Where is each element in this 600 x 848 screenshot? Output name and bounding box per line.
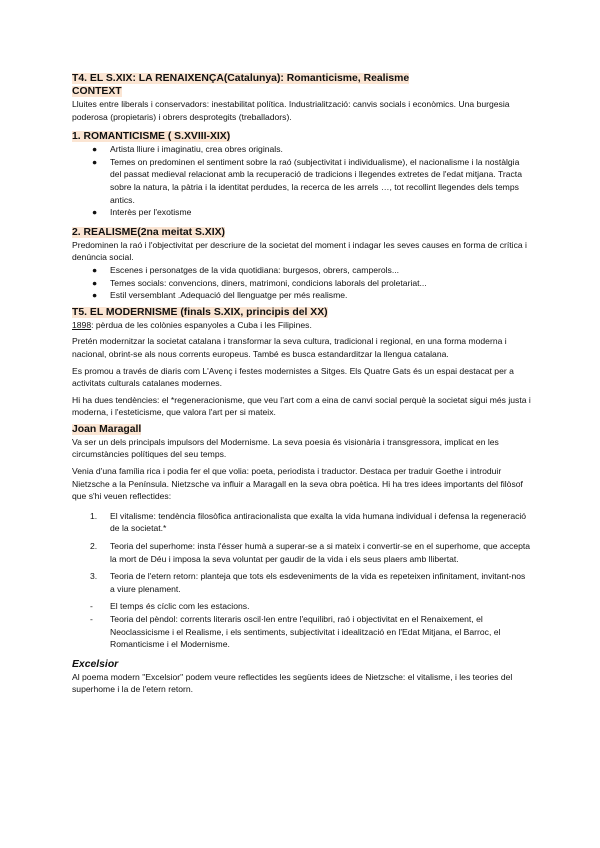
dash-icon: - [90, 601, 93, 612]
context-text: Lluites entre liberals i conservadors: inestabilitat política. Industrialització: canvis socials i econòmics. Una burgesia poderosa (propietaris) i obrers desprotegits (treballadors). [72, 99, 510, 122]
year-1898: 1898 [72, 319, 92, 330]
realisme-intro: Predominen la raó i l'objectivitat per descriure de la societat del moment i indagar les seves causes en forma de crítica i denúncia social. [72, 239, 527, 263]
bullet-icon: ● [92, 207, 98, 218]
list-item: 3. Teoria de l'etern retorn: planteja que tots els esdeveniments de la vida es repeteixen infinitament, invitant-nos a viure plenament. [90, 571, 526, 594]
bullet-icon: ● [92, 290, 98, 301]
excelsior-text: Al poema modern "Excelsior" podem veure reflectides les següents idees de Nietzsche: el vitalisme, i les teories del superhome i la de l'etern retorn. [72, 671, 513, 695]
list-item: - Teoria del pèndol: corrents literaris oscil·len entre l'equilibri, raó i objectivitat en el Renaixement, el Neoclassicisme i el Realisme, i els sentiments, subjectivitat i idealització en l'Edat Mitjana, el Barroc, el Romanticisme i el Modernisme. [90, 614, 501, 650]
romanticisme-heading: 1. ROMANTICISME ( S.XVIII-XIX) [72, 131, 231, 143]
maragall-dash-list [72, 600, 532, 650]
dash-icon: - [90, 614, 93, 624]
maragall-paragraph: Va ser un dels principals impulsors del Modernisme. La seva poesia és visionària i transgressora, implicat en les circumstàncies polítiques del seu temps. [72, 436, 499, 460]
romanticisme-list [72, 143, 532, 219]
maragall-heading: Joan Maragall [72, 423, 142, 435]
list-item: - El temps és cíclic com les estacions. [90, 601, 250, 612]
realisme-heading: 2. REALISME(2na meitat S.XIX) [72, 226, 226, 238]
bullet-icon: ● [92, 264, 98, 275]
list-item: ● Temes on predominen el sentiment sobre la raó (subjectivitat i individualisme), el nacionalisme i la nostàlgia del passat medieval relacionat amb la recuperació de tradicions i llegendes extretes de l'edat mitjana. Tracta sobre la natura, la pàtria i la identitat perdudes, la recerca de les arrels …, tot recollint llegendes dels temps antics. [92, 156, 522, 205]
bullet-icon: ● [92, 277, 98, 288]
modernisme-year-line: 1898: pèrdua de les colònies espanyoles a Cuba i les Filipines. [72, 319, 312, 330]
excelsior-heading: Excelsior [72, 658, 119, 670]
list-item: ● Estil versemblant .Adequació del llenguatge per més realisme. [92, 290, 348, 301]
bullet-icon: ● [92, 144, 98, 155]
list-item: ● Escenes i personatges de la vida quotidiana: burgesos, obrers, camperols... [92, 264, 400, 275]
list-item: ● Interès per l'exotisme [92, 207, 192, 218]
document-page [72, 72, 532, 696]
nietzsche-ideas-list [72, 510, 532, 596]
list-item: 1. El vitalisme: tendència filosòfica antiracionalista que exalta la vida humana individual i defensa la regeneració de la societat.* [90, 510, 527, 534]
document-title: T4. EL S.XIX: LA RENAIXENÇA(Catalunya): Romanticisme, Realisme [72, 73, 410, 84]
maragall-paragraph: Venia d'una família rica i podia fer el que volia: poeta, periodista i traductor. Destaca per traduir Goethe i introduir Nietzsche a la Península. Nietzsche va influir a Maragall en la seva obra poètica. Hi ha tres idees importants del filòsof que s'hi veuen reflectides: [72, 466, 523, 502]
list-item: ● Temes socials: convencions, diners, matrimoni, condicions laborals del proletariat... [92, 277, 427, 288]
modernisme-paragraph: Pretén modernitzar la societat catalana i transformar la seva cultura, tradicional i regional, en una forma moderna i nacional, obrint-se als nous corrents europeus. També es busca estandarditzar la llengua catalana. [72, 336, 507, 359]
context-heading: CONTEXT [72, 86, 122, 97]
list-item: ● Artista lliure i imaginatiu, crea obres originals. [92, 144, 283, 155]
modernisme-paragraph: Hi ha dues tendències: el *regeneracionisme, que veu l'art com a eina de canvi social perquè la societat sigui més justa i moderna, i l'esteticisme, que valora l'art per si mateix. [72, 394, 531, 418]
list-item: 2. Teoria del superhome: insta l'ésser humà a superar-se a si mateix i convertir-se en el superhome, que accepta la mort de Déu i imposa la seva voluntat per gaudir de la vida i els seus plaers amb llibertat. [90, 541, 531, 564]
bullet-icon: ● [92, 156, 98, 167]
realisme-list [72, 264, 532, 302]
modernisme-paragraph: Es promou a través de diaris com L'Avenç i festes modernistes a Sitges. Els Quatre Gats és un espai destacat per a activitats culturals catalanes modernes. [72, 365, 514, 389]
modernisme-heading: T5. EL MODERNISME (finals S.XIX, principis del XX) [72, 306, 328, 318]
